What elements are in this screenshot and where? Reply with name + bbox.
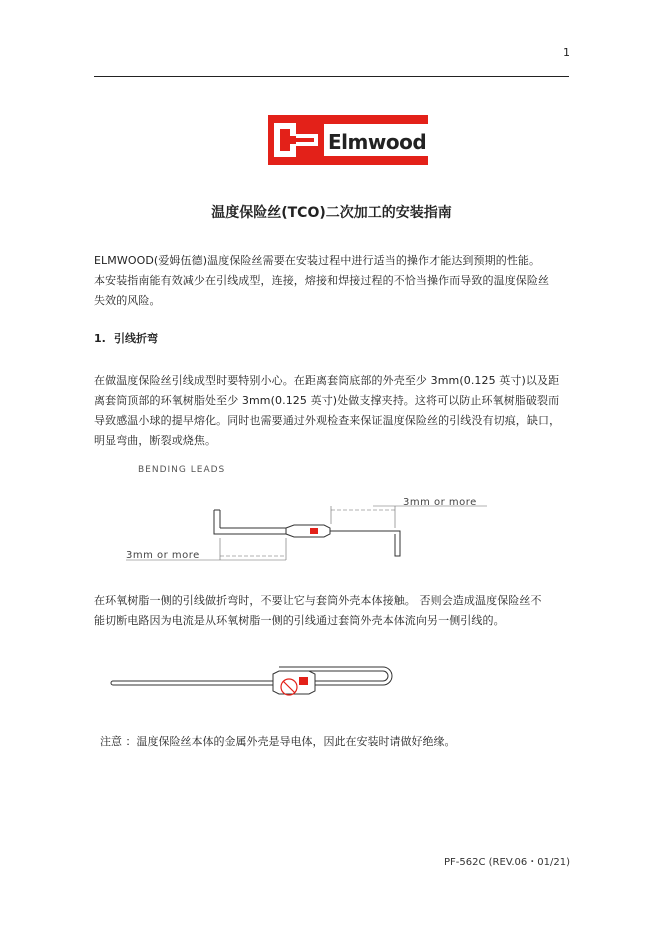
paragraph-line: 在做温度保险丝引线成型时要特别小心。在距离套筒底部的外壳至少 3mm(0.125 英寸)以及距 xyxy=(94,374,560,387)
diagram-caption: BENDING LEADS xyxy=(138,465,226,475)
page-number: 1 xyxy=(563,46,570,59)
paragraph-line: 离套筒顶部的环氧树脂处至少 3mm(0.125 英寸)处做支撑夹持。这将可以防止环氧树脂破裂而 xyxy=(94,394,560,407)
intro-paragraph xyxy=(94,251,574,311)
logo-wordmark: Elmwood xyxy=(328,130,427,154)
bending-leads-diagram xyxy=(110,458,510,568)
paragraph-line: 明显弯曲，断裂或烧焦。 xyxy=(94,434,217,447)
tco-epoxy-mark xyxy=(310,528,318,534)
intro-line: ELMWOOD(爱姆伍德)温度保险丝需要在安装过程中进行适当的操作才能达到预期的性能。 xyxy=(94,254,541,267)
header-rule xyxy=(94,76,569,77)
left-dimension-label: 3mm or more xyxy=(126,550,200,561)
right-lead xyxy=(330,531,400,556)
incorrect-bend-diagram xyxy=(105,660,395,705)
document-title: 温度保险丝(TCO)二次加工的安装指南 xyxy=(211,205,452,221)
section-paragraph xyxy=(94,371,574,451)
section-paragraph-2 xyxy=(94,591,574,631)
tco-epoxy-mark xyxy=(299,677,308,685)
section-heading xyxy=(94,330,158,346)
document-code: PF-562C (REV.06・01/21) xyxy=(444,857,570,868)
right-dimension-label: 3mm or more xyxy=(403,497,477,508)
paragraph-line: 在环氧树脂一侧的引线做折弯时，不要让它与套筒外壳本体接触。 否则会造成温度保险丝不 xyxy=(94,594,542,607)
tco-body xyxy=(286,525,330,537)
section-title: 引线折弯 xyxy=(114,332,158,345)
tco-body xyxy=(273,671,315,694)
intro-line: 失效的风险。 xyxy=(94,294,161,307)
elmwood-logo xyxy=(268,115,428,165)
intro-line: 本安装指南能有效减少在引线成型，连接，熔接和焊接过程的不恰当操作而导致的温度保险丝 xyxy=(94,274,550,287)
paragraph-line: 能切断电路因为电流是从环氧树脂一侧的引线通过套筒外壳本体流向另一侧引线的。 xyxy=(94,614,505,627)
section-number: 1. xyxy=(94,332,106,345)
paragraph-line: 导致感温小球的提早熔化。同时也需要通过外观检查来保证温度保险丝的引线没有切痕，缺口， xyxy=(94,414,561,427)
left-lead xyxy=(214,510,286,534)
insulation-note: 注意 ：温度保险丝本体的金属外壳是导电体，因此在安装时请做好绝缘。 xyxy=(100,735,456,748)
